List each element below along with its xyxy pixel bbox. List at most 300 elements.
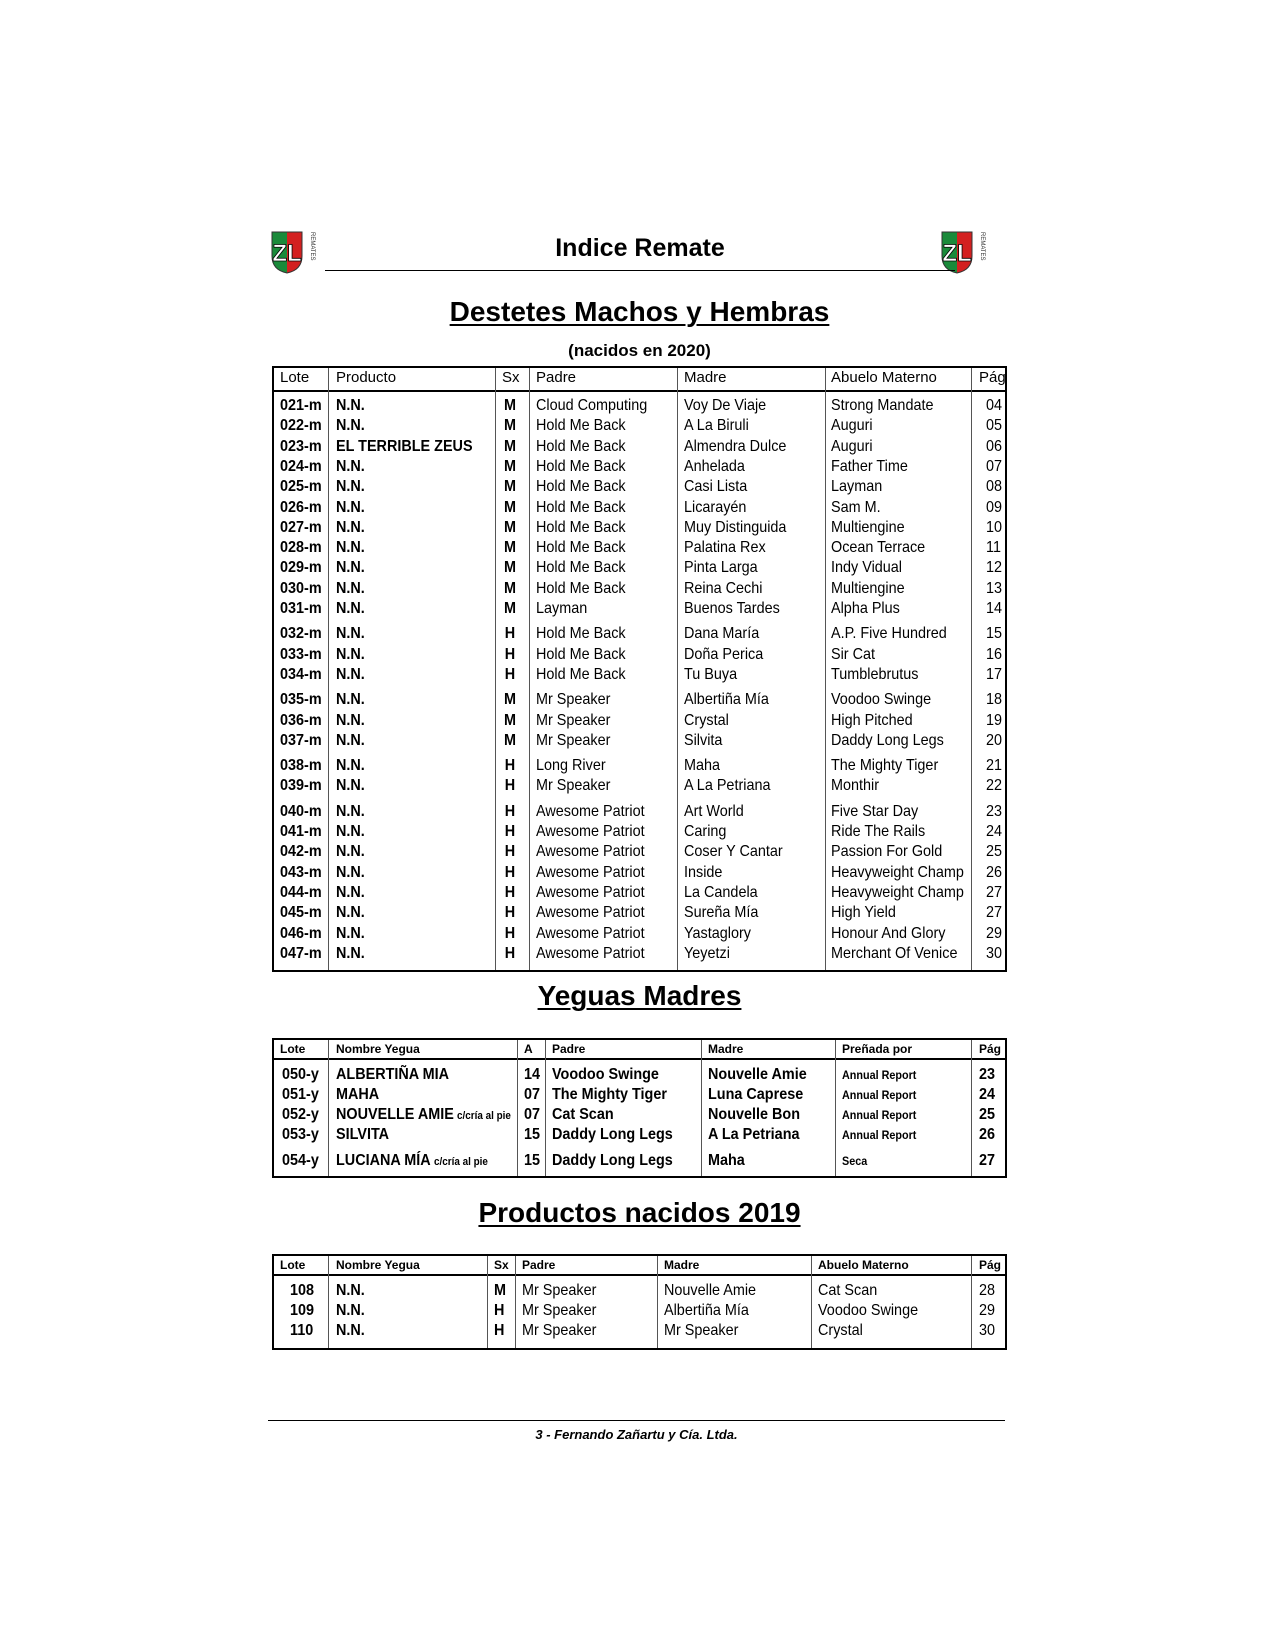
table-cell: N.N. (336, 1282, 365, 1299)
column-divider (701, 1040, 702, 1176)
table-cell: 109 (290, 1302, 315, 1319)
table-cell: Doña Perica (684, 645, 764, 663)
table-cell: 042-m (280, 843, 322, 861)
table-cell: M (503, 559, 516, 577)
table-cell: Art World (684, 802, 744, 820)
table-cell: Hold Me Back (536, 539, 626, 557)
svg-text:REMATES: REMATES (309, 232, 315, 261)
table-cell: Coser Y Cantar (684, 843, 783, 861)
table-cell: 026-m (280, 498, 322, 516)
table-cell: 05 (986, 417, 1003, 435)
table-cell: Awesome Patriot (536, 802, 645, 820)
table-cell: 051-y (282, 1086, 319, 1103)
table-cell: N.N. (336, 498, 365, 516)
footer-rule (268, 1420, 1005, 1421)
table-cell: N.N. (336, 731, 365, 749)
column-header: A (524, 1042, 533, 1056)
table-cell: 06 (986, 437, 1003, 455)
table-cell: A.P. Five Hundred (831, 625, 947, 643)
table-cell: Tu Buya (684, 665, 738, 683)
column-header: Padre (536, 369, 577, 386)
table-cell: EL TERRIBLE ZEUS (336, 437, 473, 455)
table-cell: 07 (524, 1086, 541, 1103)
table-cell: Sam M. (831, 498, 881, 516)
table-cell: M (503, 600, 516, 617)
column-header: Preñada por (842, 1042, 913, 1056)
table-cell: 110 (290, 1322, 314, 1339)
table-cell: 10 (986, 518, 1003, 536)
column-divider (835, 1040, 836, 1176)
table-cell: Mr Speaker (536, 777, 611, 795)
table-cell: 19 (986, 711, 1003, 729)
table-cell: Hold Me Back (536, 498, 626, 516)
table-cell: 24 (979, 1086, 996, 1103)
table-cell: 037-m (280, 731, 322, 749)
table-cell: Buenos Tardes (684, 600, 780, 617)
table-cell: Annual Report (842, 1108, 917, 1122)
table-cell: 11 (986, 539, 1001, 557)
table-cell: Daddy Long Legs (552, 1152, 673, 1169)
table-cell: M (503, 397, 516, 414)
table-cell: H (504, 924, 516, 942)
table-cell: Multiengine (831, 579, 905, 597)
table-cell: Mr Speaker (522, 1322, 597, 1339)
table-cell: 18 (986, 691, 1003, 709)
table-cell: N.N. (336, 478, 365, 496)
table-cell: 040-m (280, 802, 322, 820)
table-cell: Sir Cat (831, 645, 876, 663)
table-cell: Albertiña Mía (664, 1302, 749, 1319)
table-cell: 047-m (280, 944, 322, 962)
table-cell: Alpha Plus (831, 600, 900, 617)
table-cell: Voodoo Swinge (818, 1302, 919, 1319)
table-cell: 23 (986, 802, 1003, 820)
table-cell: Hold Me Back (536, 518, 626, 536)
table-cell: 25 (979, 1106, 996, 1123)
table-productos-2019 (272, 1254, 1007, 1350)
table-cell: Auguri (831, 437, 873, 455)
table-cell: Mr Speaker (536, 691, 611, 709)
table-cell: N.N. (336, 802, 365, 820)
table-cell: Pinta Larga (684, 559, 758, 577)
table-cell: Hold Me Back (536, 665, 626, 683)
table-cell: 022-m (280, 417, 322, 435)
table-cell: Awesome Patriot (536, 863, 645, 881)
table-cell: Annual Report (842, 1128, 917, 1142)
table-cell: M (503, 691, 516, 709)
table-cell: H (504, 883, 516, 901)
table-cell: 021-m (280, 397, 322, 414)
table-cell: Mr Speaker (536, 711, 611, 729)
table-cell: ALBERTIÑA MIA (336, 1066, 450, 1083)
table-cell: Maha (708, 1152, 745, 1169)
table-cell: H (504, 802, 516, 820)
table-cell: 041-m (280, 823, 322, 840)
column-divider (545, 1040, 546, 1176)
table-cell: 033-m (280, 645, 322, 663)
table-cell: 14 (524, 1066, 541, 1083)
svg-text:ZL: ZL (272, 240, 302, 267)
table-cell: Casi Lista (684, 478, 748, 496)
table-cell: N.N. (336, 757, 365, 775)
table-cell: Mr Speaker (522, 1302, 597, 1319)
table-cell: N.N. (336, 691, 365, 709)
table-cell: Hold Me Back (536, 559, 626, 577)
column-header: Madre (664, 1258, 700, 1272)
table-cell: Crystal (818, 1322, 863, 1339)
table-destetes (272, 366, 1007, 972)
table-cell: 29 (986, 924, 1003, 942)
table-cell: N.N. (336, 904, 365, 922)
table-cell: Father Time (831, 457, 908, 475)
table-cell: 043-m (280, 863, 322, 881)
table-cell: Multiengine (831, 518, 905, 536)
section-title-productos-2019: Productos nacidos 2019 (478, 1197, 801, 1228)
column-divider (971, 1256, 972, 1348)
column-divider (487, 1256, 488, 1348)
table-cell: Layman (536, 600, 588, 617)
table-cell: Nouvelle Amie (708, 1066, 807, 1083)
table-cell: A La Biruli (684, 417, 749, 435)
table-cell: Caring (684, 823, 727, 840)
table-cell: High Yield (831, 904, 896, 922)
table-cell: 16 (986, 645, 1003, 663)
table-cell: Awesome Patriot (536, 843, 645, 861)
section-title-destetes: Destetes Machos y Hembras (449, 296, 830, 327)
table-cell: 25 (986, 843, 1003, 861)
table-cell: H (504, 777, 516, 795)
table-cell: M (503, 417, 516, 435)
table-cell: Awesome Patriot (536, 883, 645, 901)
table-cell: 04 (986, 397, 1003, 414)
table-cell: NOUVELLE AMIE (336, 1106, 454, 1123)
column-divider (677, 368, 678, 970)
table-cell: N.N. (336, 397, 365, 414)
table-cell: N.N. (336, 579, 365, 597)
table-cell: M (503, 518, 516, 536)
table-cell: Cat Scan (818, 1282, 878, 1299)
table-cell: 27 (986, 883, 1003, 901)
table-cell: N.N. (336, 600, 365, 617)
table-cell: M (503, 731, 516, 749)
table-cell: H (504, 625, 516, 643)
table-cell: H (504, 645, 516, 663)
table-cell: Awesome Patriot (536, 904, 645, 922)
table-cell: The Mighty Tiger (552, 1086, 667, 1103)
table-cell: Hold Me Back (536, 579, 626, 597)
table-cell: Daddy Long Legs (831, 731, 944, 749)
page-footer: 3 - Fernando Zañartu y Cía. Ltda. (535, 1427, 738, 1442)
table-cell: H (504, 944, 516, 962)
table-cell: Auguri (831, 417, 873, 435)
table-cell: 27 (986, 904, 1003, 922)
table-cell: 09 (986, 498, 1003, 516)
table-cell: 032-m (280, 625, 322, 643)
table-cell: N.N. (336, 625, 365, 643)
section-title-yeguas-madres: Yeguas Madres (537, 980, 742, 1011)
table-cell: 025-m (280, 478, 322, 496)
table-cell: H (504, 823, 516, 840)
page-title: Indice Remate (555, 234, 725, 262)
table-cell: 30 (986, 944, 1003, 962)
table-cell: 21 (986, 757, 1003, 775)
table-cell: 08 (986, 478, 1003, 496)
table-cell: Seca (842, 1154, 868, 1168)
table-cell: 28 (979, 1282, 996, 1299)
table-cell: H (504, 843, 516, 861)
table-cell: M (503, 498, 516, 516)
table-cell: 29 (979, 1302, 996, 1319)
table-cell: High Pitched (831, 711, 913, 729)
column-divider (515, 1256, 516, 1348)
table-cell: Passion For Gold (831, 843, 943, 861)
table-cell: N.N. (336, 518, 365, 536)
table-cell: 054-y (282, 1152, 319, 1169)
table-cell: Muy Distinguida (684, 518, 787, 536)
table-cell: Merchant Of Venice (831, 944, 958, 962)
table-cell: Layman (831, 478, 883, 496)
table-cell: 052-y (282, 1106, 319, 1123)
table-cell: N.N. (336, 883, 365, 901)
table-cell: M (503, 457, 516, 475)
table-cell: 24 (986, 823, 1003, 840)
table-cell: N.N. (336, 944, 365, 962)
table-cell: 034-m (280, 665, 322, 683)
column-header: Sx (502, 369, 520, 386)
column-header: Nombre Yegua (336, 1258, 420, 1272)
table-cell: H (494, 1322, 505, 1339)
table-cell: H (504, 904, 516, 922)
table-cell: N.N. (336, 863, 365, 881)
column-divider (971, 1040, 972, 1176)
table-cell: Yastaglory (684, 924, 751, 942)
table-cell: Albertiña Mía (684, 691, 769, 709)
table-cell: H (504, 863, 516, 881)
table-cell: A La Petriana (708, 1126, 800, 1143)
table-cell: 039-m (280, 777, 322, 795)
table-cell: MAHA (336, 1086, 380, 1103)
table-cell: N.N. (336, 1302, 365, 1319)
table-cell: H (504, 757, 516, 775)
table-cell: Daddy Long Legs (552, 1126, 673, 1143)
table-cell: Hold Me Back (536, 457, 626, 475)
table-cell: Palatina Rex (684, 539, 766, 557)
table-cell: 22 (986, 777, 1003, 795)
table-cell: 030-m (280, 579, 322, 597)
column-divider (517, 1040, 518, 1176)
table-cell: M (503, 478, 516, 496)
table-cell: Licarayén (684, 498, 747, 516)
table-cell: Maha (684, 757, 721, 775)
table-cell: Tumblebrutus (831, 665, 919, 683)
table-cell: Hold Me Back (536, 625, 626, 643)
column-divider (825, 368, 826, 970)
table-cell: 035-m (280, 691, 322, 709)
table-cell: Silvita (684, 731, 723, 749)
table-cell: Hold Me Back (536, 645, 626, 663)
table-cell: Heavyweight Champ (831, 883, 964, 901)
table-cell: 12 (986, 559, 1003, 577)
table-cell: 30 (979, 1322, 996, 1339)
table-cell: Mr Speaker (664, 1322, 739, 1339)
table-cell: N.N. (336, 1322, 365, 1339)
table-cell: 07 (524, 1106, 541, 1123)
column-divider (657, 1256, 658, 1348)
table-cell: 031-m (280, 600, 322, 617)
table-cell: Voy De Viaje (684, 397, 767, 414)
table-cell: Reina Cechi (684, 579, 763, 597)
table-cell: Five Star Day (831, 802, 919, 820)
table-cell: Dana María (684, 625, 760, 643)
table-cell: Monthir (831, 777, 880, 795)
table-cell: Nouvelle Bon (708, 1106, 801, 1123)
table-cell: Hold Me Back (536, 437, 626, 455)
table-cell: N.N. (336, 539, 365, 557)
table-cell: H (504, 665, 516, 683)
section-subtitle-destetes: (nacidos en 2020) (568, 341, 711, 360)
table-cell: 028-m (280, 539, 322, 557)
svg-text:REMATES: REMATES (979, 232, 985, 261)
table-cell: N.N. (336, 457, 365, 475)
table-cell: Awesome Patriot (536, 924, 645, 942)
table-cell: LUCIANA MÍA (336, 1152, 431, 1169)
column-header: Padre (552, 1042, 586, 1056)
column-divider (495, 368, 496, 970)
table-cell: N.N. (336, 417, 365, 435)
table-cell: N.N. (336, 843, 365, 861)
table-cell: N.N. (336, 777, 365, 795)
column-header: Pág (979, 369, 1006, 386)
column-divider (529, 368, 530, 970)
column-header: Pág (979, 1042, 1002, 1056)
table-cell: N.N. (336, 559, 365, 577)
column-divider (328, 1040, 329, 1176)
column-header: Abuelo Materno (831, 369, 937, 386)
table-cell: N.N. (336, 711, 365, 729)
column-divider (971, 368, 972, 970)
table-cell: M (503, 711, 516, 729)
column-header: Lote (280, 369, 310, 386)
table-cell: Awesome Patriot (536, 823, 645, 840)
table-cell: M (503, 539, 516, 557)
table-cell: A La Petriana (684, 777, 771, 795)
table-cell: 27 (979, 1152, 996, 1169)
table-cell: 07 (986, 457, 1003, 475)
table-cell: 17 (986, 665, 1003, 683)
table-cell: 108 (290, 1282, 315, 1299)
table-cell: Mr Speaker (536, 731, 611, 749)
svg-text:ZL: ZL (942, 240, 972, 267)
table-cell: 13 (986, 579, 1003, 597)
table-cell: Indy Vidual (831, 559, 902, 577)
column-header: Padre (522, 1258, 556, 1272)
table-cell: Hold Me Back (536, 478, 626, 496)
column-header: Abuelo Materno (818, 1258, 909, 1272)
table-cell: 053-y (282, 1126, 319, 1143)
table-cell: 26 (986, 863, 1003, 881)
table-cell: 15 (524, 1152, 541, 1169)
table-cell: Heavyweight Champ (831, 863, 964, 881)
table-cell: N.N. (336, 924, 365, 942)
table-cell: Luna Caprese (708, 1086, 804, 1103)
header-rule (325, 270, 955, 271)
column-header: Pág (979, 1258, 1002, 1272)
table-cell: 050-y (282, 1066, 319, 1083)
table-cell: Hold Me Back (536, 417, 626, 435)
column-header: Producto (336, 369, 397, 386)
table-cell: Honour And Glory (831, 924, 946, 942)
column-header: Nombre Yegua (336, 1042, 420, 1056)
table-cell-note: c/cría al pie (433, 1156, 488, 1168)
table-cell: N.N. (336, 665, 365, 683)
table-cell: Annual Report (842, 1068, 917, 1082)
table-cell: 26 (979, 1126, 996, 1143)
table-cell: 027-m (280, 518, 322, 536)
column-header: Sx (494, 1258, 509, 1272)
table-cell: Awesome Patriot (536, 944, 645, 962)
table-cell: Voodoo Swinge (831, 691, 932, 709)
column-divider (328, 368, 329, 970)
table-cell: Voodoo Swinge (552, 1066, 659, 1083)
table-cell: Inside (684, 863, 723, 881)
table-cell: 029-m (280, 559, 322, 577)
table-cell: SILVITA (336, 1126, 390, 1143)
table-cell: N.N. (336, 823, 365, 840)
column-header: Madre (684, 369, 727, 386)
table-cell: Ride The Rails (831, 823, 926, 840)
table-cell: Cloud Computing (536, 397, 648, 414)
column-header: Madre (708, 1042, 744, 1056)
table-yeguas-madres (272, 1038, 1007, 1178)
table-cell: 20 (986, 731, 1003, 749)
table-cell: La Candela (684, 883, 758, 901)
column-header: Lote (280, 1042, 306, 1056)
table-cell: 14 (986, 600, 1003, 617)
table-cell: 15 (524, 1126, 541, 1143)
table-cell-note: c/cría al pie (456, 1110, 511, 1122)
table-cell: Yeyetzi (684, 944, 730, 962)
table-cell: Anhelada (684, 457, 745, 475)
table-cell: 15 (986, 625, 1003, 643)
table-cell: Nouvelle Amie (664, 1282, 757, 1299)
table-cell: Strong Mandate (831, 397, 934, 414)
table-cell: M (503, 437, 516, 455)
table-cell: M (503, 579, 516, 597)
table-cell: 23 (979, 1066, 996, 1083)
table-cell: 045-m (280, 904, 322, 922)
table-cell: 038-m (280, 757, 322, 775)
table-cell: 023-m (280, 437, 322, 455)
table-cell: M (494, 1282, 506, 1299)
table-cell: Cat Scan (552, 1106, 614, 1123)
table-cell: H (494, 1302, 505, 1319)
table-cell: 046-m (280, 924, 322, 942)
table-cell: Mr Speaker (522, 1282, 597, 1299)
zl-remates-logo-left (268, 226, 320, 274)
table-cell: Crystal (684, 711, 729, 729)
table-cell: Long River (536, 757, 606, 775)
table-cell: Annual Report (842, 1088, 917, 1102)
column-divider (328, 1256, 329, 1348)
table-cell: The Mighty Tiger (831, 757, 939, 775)
column-divider (811, 1256, 812, 1348)
table-cell: Sureña Mía (684, 904, 759, 922)
table-cell: 024-m (280, 457, 322, 475)
table-cell: Almendra Dulce (684, 437, 787, 455)
table-cell: 036-m (280, 711, 322, 729)
table-cell: N.N. (336, 645, 365, 663)
table-cell: Ocean Terrace (831, 539, 926, 557)
